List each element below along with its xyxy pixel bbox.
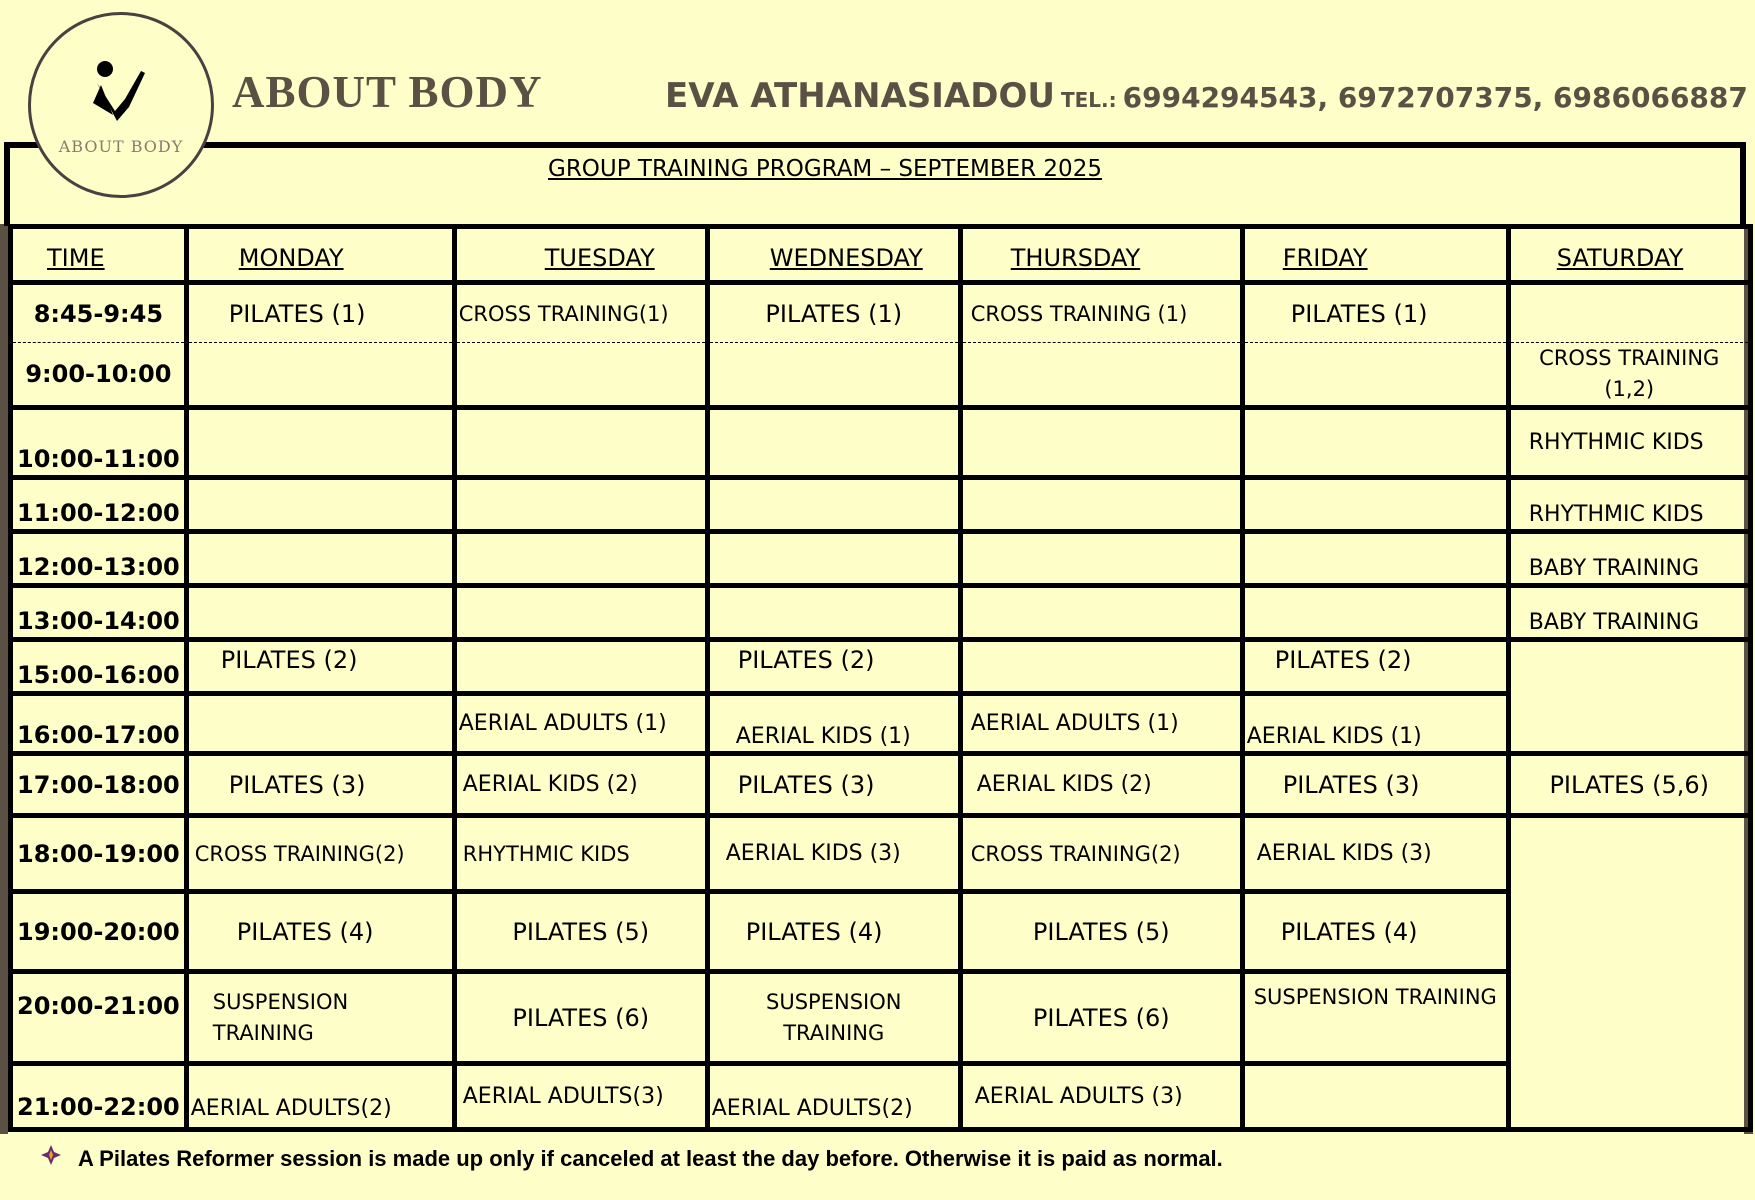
time-cell: 15:00-16:00 [11, 640, 187, 694]
table-row [11, 408, 1751, 478]
class-cell [960, 586, 1242, 640]
time-cell: 20:00-21:00 [11, 972, 187, 1064]
time-cell: 21:00-22:00 [11, 1064, 187, 1130]
class-cell: PILATES (6) [454, 972, 707, 1064]
class-cell [186, 532, 454, 586]
time-cell: 17:00-18:00 [11, 754, 187, 816]
tel-label: TEL.: [1060, 88, 1117, 112]
class-cell: PILATES (5) [454, 892, 707, 972]
class-cell [186, 408, 454, 478]
bullet-arrow-icon [40, 1144, 64, 1172]
tel-numbers: 6994294543, 6972707375, 6986066887 [1122, 81, 1748, 114]
class-cell [707, 408, 960, 478]
class-cell: BABY TRAINING [1508, 586, 1750, 640]
class-cell: RHYTHMIC KIDS [1508, 478, 1750, 532]
class-cell: PILATES (2) [186, 640, 454, 694]
class-cell: PILATES (2) [707, 640, 960, 694]
logo [28, 12, 214, 198]
time-cell: 11:00-12:00 [11, 478, 187, 532]
col-header-wednesday: WEDNESDAY [707, 227, 960, 283]
title-box [4, 142, 1746, 226]
class-cell [1508, 283, 1750, 343]
class-cell: CROSS TRAINING (1) [960, 283, 1242, 343]
class-cell [186, 478, 454, 532]
time-cell: 19:00-20:00 [11, 892, 187, 972]
class-cell [454, 532, 707, 586]
class-cell: RHYTHMIC KIDS [1508, 408, 1750, 478]
table-row [11, 1064, 1751, 1130]
time-cell: 18:00-19:00 [11, 816, 187, 892]
class-cell: CROSS TRAINING(2) [960, 816, 1242, 892]
class-cell: CROSS TRAINING (1,2) [1508, 343, 1750, 408]
col-header-friday: FRIDAY [1242, 227, 1508, 283]
class-cell: AERIAL ADULTS(3) [454, 1064, 707, 1130]
table-row [11, 892, 1751, 972]
class-cell [186, 586, 454, 640]
pose-figure-icon [31, 15, 211, 195]
class-cell [960, 640, 1242, 694]
class-cell [454, 408, 707, 478]
time-cell: 10:00-11:00 [11, 408, 187, 478]
footnote-text: A Pilates Reformer session is made up only if canceled at least the day before. Otherwise it is paid as normal. [78, 1146, 1223, 1171]
class-cell: PILATES (5,6) [1508, 754, 1750, 816]
time-cell: 16:00-17:00 [11, 694, 187, 754]
owner-contact [665, 76, 1748, 116]
col-header-tuesday: TUESDAY [454, 227, 707, 283]
class-cell: AERIAL ADULTS(2) [707, 1064, 960, 1130]
class-cell [1242, 532, 1508, 586]
class-cell [454, 343, 707, 408]
class-cell: AERIAL KIDS (1) [707, 694, 960, 754]
footnote [40, 1144, 1223, 1172]
class-cell: CROSS TRAINING(2) [186, 816, 454, 892]
class-cell: CROSS TRAINING(1) [454, 283, 707, 343]
time-cell: 8:45-9:45 [11, 283, 187, 343]
schedule-table [8, 224, 1753, 1132]
class-cell [1508, 640, 1750, 754]
class-cell [960, 478, 1242, 532]
col-header-monday: MONDAY [186, 227, 454, 283]
class-cell [1242, 1064, 1508, 1130]
class-cell: PILATES (2) [1242, 640, 1508, 694]
class-cell: PILATES (1) [707, 283, 960, 343]
class-cell: PILATES (3) [1242, 754, 1508, 816]
class-cell: PILATES (3) [707, 754, 960, 816]
table-row [11, 283, 1751, 343]
table-row [11, 694, 1751, 754]
class-cell: PILATES (4) [186, 892, 454, 972]
class-cell [186, 343, 454, 408]
class-cell [1242, 586, 1508, 640]
class-cell [1242, 343, 1508, 408]
class-cell: BABY TRAINING [1508, 532, 1750, 586]
class-cell [454, 640, 707, 694]
page-title: GROUP TRAINING PROGRAM – SEPTEMBER 2025 [548, 156, 1102, 182]
class-cell: AERIAL KIDS (3) [1242, 816, 1508, 892]
class-cell: AERIAL KIDS (2) [960, 754, 1242, 816]
class-cell: AERIAL ADULTS(2) [186, 1064, 454, 1130]
logo-text: ABOUT BODY [58, 137, 184, 156]
class-cell: SUSPENSION TRAINING [707, 972, 960, 1064]
class-cell: SUSPENSION TRAINING [1242, 972, 1508, 1064]
class-cell: AERIAL ADULTS (1) [960, 694, 1242, 754]
class-cell: RHYTHMIC KIDS [454, 816, 707, 892]
class-cell: AERIAL KIDS (2) [454, 754, 707, 816]
table-row [11, 478, 1751, 532]
class-cell [1508, 816, 1750, 1130]
time-cell: 13:00-14:00 [11, 586, 187, 640]
header-row [11, 227, 1751, 283]
time-cell: 9:00-10:00 [11, 343, 187, 408]
class-cell [707, 343, 960, 408]
class-cell [960, 408, 1242, 478]
table-row [11, 640, 1751, 694]
class-cell [1242, 478, 1508, 532]
col-header-saturday: SATURDAY [1508, 227, 1750, 283]
table-row [11, 532, 1751, 586]
class-cell: AERIAL ADULTS (3) [960, 1064, 1242, 1130]
class-cell [707, 586, 960, 640]
class-cell [707, 478, 960, 532]
class-cell: PILATES (4) [1242, 892, 1508, 972]
class-cell [454, 478, 707, 532]
class-cell [1242, 408, 1508, 478]
class-cell: AERIAL KIDS (3) [707, 816, 960, 892]
class-cell [960, 532, 1242, 586]
brand-name: ABOUT BODY [232, 67, 543, 117]
table-row [11, 343, 1751, 408]
left-border-bar [0, 224, 8, 1134]
owner-name: EVA ATHANASIADOU [665, 76, 1055, 116]
class-cell: PILATES (6) [960, 972, 1242, 1064]
class-cell: AERIAL KIDS (1) [1242, 694, 1508, 754]
class-cell: PILATES (3) [186, 754, 454, 816]
class-cell: PILATES (5) [960, 892, 1242, 972]
table-row [11, 586, 1751, 640]
class-cell [454, 586, 707, 640]
class-cell: AERIAL ADULTS (1) [454, 694, 707, 754]
table-row [11, 972, 1751, 1064]
class-cell [186, 694, 454, 754]
col-header-thursday: THURSDAY [960, 227, 1242, 283]
class-cell: PILATES (1) [186, 283, 454, 343]
time-cell: 12:00-13:00 [11, 532, 187, 586]
class-cell: SUSPENSION TRAINING [186, 972, 454, 1064]
class-cell [707, 532, 960, 586]
col-header-time: TIME [11, 227, 187, 283]
class-cell: PILATES (1) [1242, 283, 1508, 343]
class-cell: PILATES (4) [707, 892, 960, 972]
class-cell [960, 343, 1242, 408]
table-row [11, 816, 1751, 892]
table-row [11, 754, 1751, 816]
